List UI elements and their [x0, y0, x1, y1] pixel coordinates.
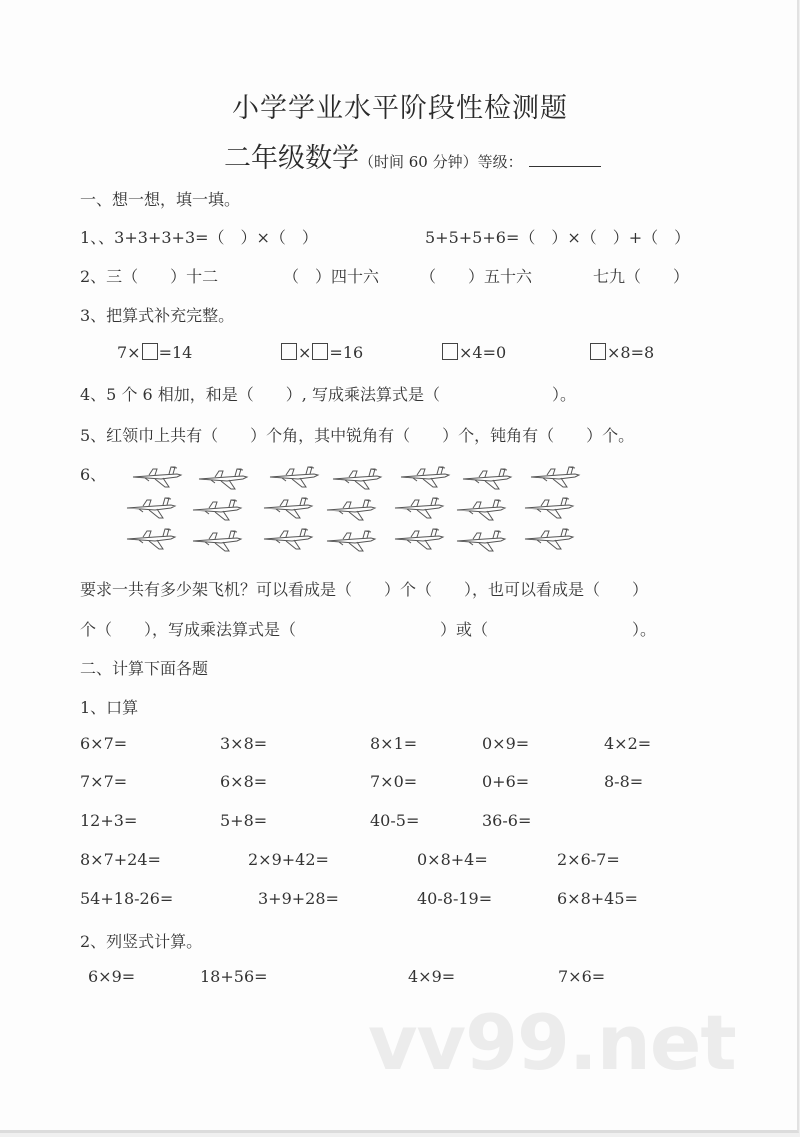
calc-item: 3+9+28=: [258, 889, 339, 908]
page-subtitle: [224, 136, 601, 175]
calc-item: 6×8+45=: [557, 889, 638, 908]
q6-line-2: 个（ ），写成乘法算式是（ ）或（ ）。: [80, 620, 657, 639]
q2-item-3: （ ）五十六: [420, 267, 533, 286]
q2-item-1: 2、三（ ）十二: [80, 267, 219, 286]
q4-text: 4、5 个 6 相加，和是（ ）, 写成乘法算式是（ ）。: [80, 385, 576, 404]
vertical-calc-item: 18+56=: [200, 967, 268, 986]
grade-blank[interactable]: [529, 146, 601, 167]
calc-item: 6×7=: [80, 734, 128, 753]
airplane-icon: [191, 498, 243, 524]
q3-eq-4: ×8=8: [589, 343, 654, 362]
airplane-icon: [455, 498, 507, 524]
calc-item: 6×8=: [220, 772, 268, 791]
airplane-icon: [461, 467, 513, 493]
subtitle-main: 二年级数学: [224, 143, 359, 174]
grade-label: 等级：: [477, 153, 523, 171]
calc-item: 3×8=: [220, 734, 268, 753]
calc-item: 0×8+4=: [417, 850, 488, 869]
airplane-icon: [262, 496, 314, 522]
calc-item: 36-6=: [482, 811, 532, 830]
calc-item: 40-8-19=: [417, 889, 493, 908]
q1-right: 5+5+5+6=（ ）×（ ）+（ ）: [425, 228, 691, 247]
airplane-icon: [268, 465, 320, 491]
answer-box[interactable]: [442, 343, 458, 360]
vertical-calc-item: 6×9=: [88, 967, 136, 986]
airplane-icon: [325, 498, 377, 524]
q3-eq-1: 7× =14: [117, 343, 193, 362]
answer-box[interactable]: [312, 343, 328, 360]
answer-box[interactable]: [281, 343, 297, 360]
q1-left: 1、、3+3+3+3=（ ）×（ ）: [80, 228, 318, 247]
airplane-icon: [523, 496, 575, 522]
calc-item: 5+8=: [220, 811, 268, 830]
q3-label: 3、把算式补充完整。: [80, 306, 235, 325]
calc-item: 7×7=: [80, 772, 128, 791]
calc-item: 8×7+24=: [80, 850, 161, 869]
q5-text: 5、红领巾上共有（ ）个角，其中锐角有（ ）个，钝角有（ ）个。: [80, 426, 635, 445]
calc-item: 12+3=: [80, 811, 138, 830]
airplane-icon: [529, 465, 581, 491]
vertical-calc-item: 7×6=: [558, 967, 606, 986]
airplane-icon: [455, 529, 507, 555]
calc-item: 7×0=: [370, 772, 418, 791]
oral-calc-label: 1、口算: [80, 698, 139, 717]
airplane-icon: [523, 527, 575, 553]
calc-item: 54+18-26=: [80, 889, 174, 908]
answer-box[interactable]: [590, 343, 606, 360]
subtitle-time: （时间 60 分钟）: [359, 153, 478, 171]
q2-item-2: （ ）四十六: [283, 267, 380, 286]
calc-item: 8×1=: [370, 734, 418, 753]
watermark: vv99.net: [368, 998, 736, 1087]
section-2-heading: 二、计算下面各题: [80, 659, 209, 678]
airplane-icon: [125, 527, 177, 553]
airplane-icon: [325, 529, 377, 555]
q6-label: 6、: [80, 465, 107, 484]
section-1-heading: 一、想一想，填一填。: [80, 190, 241, 209]
page-title: 小学学业水平阶段性检测题: [232, 93, 568, 124]
answer-box[interactable]: [142, 343, 158, 360]
calc-item: 40-5=: [370, 811, 420, 830]
airplane-icon: [393, 527, 445, 553]
vertical-calc-item: 4×9=: [408, 967, 456, 986]
airplane-icon: [131, 465, 183, 491]
calc-item: 8-8=: [604, 772, 644, 791]
calc-item: 4×2=: [604, 734, 652, 753]
q3-eq-2: × =16: [280, 343, 363, 362]
airplane-icon: [399, 465, 451, 491]
calc-item: 0×9=: [482, 734, 530, 753]
calc-item: 2×9+42=: [248, 850, 329, 869]
airplane-icon: [191, 529, 243, 555]
q3-eq-3: ×4=0: [441, 343, 506, 362]
calc-item: 0+6=: [482, 772, 530, 791]
airplane-icon: [393, 496, 445, 522]
vertical-calc-label: 2、列竖式计算。: [80, 932, 203, 951]
airplane-icon: [331, 467, 383, 493]
airplane-icon: [262, 527, 314, 553]
airplane-icon: [125, 496, 177, 522]
q6-line-1: 要求一共有多少架飞机？可以看成是（ ）个（ ），也可以看成是（ ）: [80, 580, 649, 599]
airplanes-illustration: [125, 465, 605, 560]
calc-item: 2×6-7=: [557, 850, 620, 869]
airplane-icon: [197, 467, 249, 493]
q2-item-4: 七九（ ）: [593, 267, 690, 286]
